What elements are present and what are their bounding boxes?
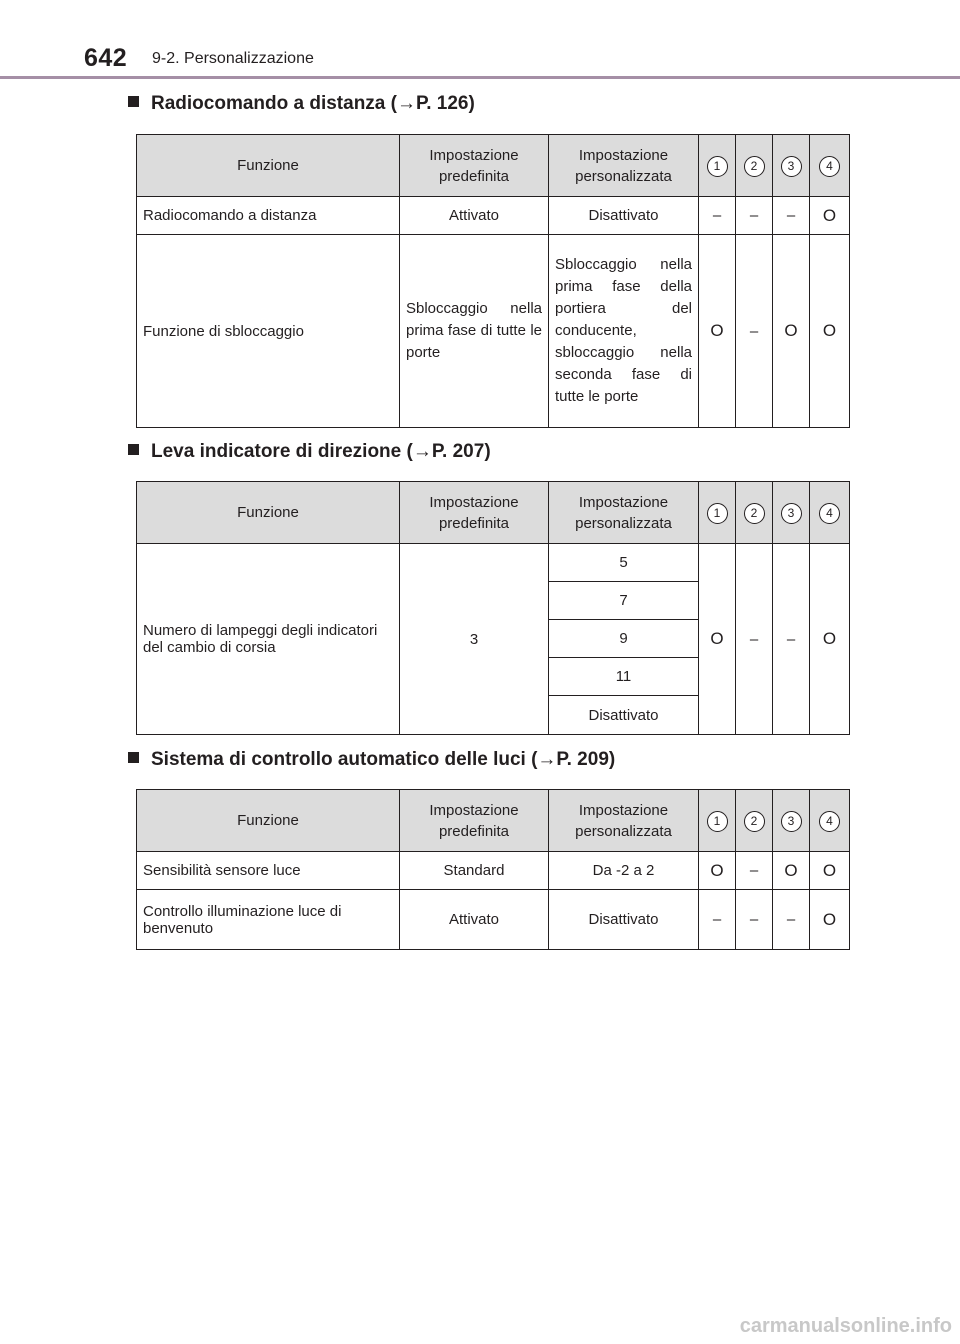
cell-mark-1: – (699, 890, 736, 950)
circled-number-4: 4 (819, 811, 840, 832)
cell-mark-2: – (736, 890, 773, 950)
table-header-row (137, 790, 850, 852)
col-header-custom: Impostazione personalizzata (549, 135, 699, 197)
section-title-leva (128, 441, 491, 463)
cell-mark-3: – (773, 544, 810, 735)
cell-default: Standard (400, 852, 549, 890)
col-header-4 (810, 135, 850, 197)
cell-funzione: Radiocomando a distanza (137, 197, 400, 235)
col-header-custom: Impostazione personalizzata (549, 790, 699, 852)
chapter-title: 9-2. Personalizzazione (152, 50, 314, 67)
watermark: carmanualsonline.info (739, 1315, 952, 1337)
cell-mark-2: – (736, 235, 773, 428)
table-row (137, 235, 850, 428)
section-title-radiocomando (128, 93, 475, 115)
section-title-text: Leva indicatore di direzione (→P. 207) (151, 441, 491, 462)
cell-funzione: Funzione di sbloccaggio (137, 235, 400, 428)
cell-mark-1: – (699, 197, 736, 235)
circled-number-4: 4 (819, 156, 840, 177)
cell-custom: Disattivato (549, 197, 699, 235)
circled-number-1: 1 (707, 811, 728, 832)
circled-number-2: 2 (744, 503, 765, 524)
cell-funzione: Numero di lampeggi degli indicatori del cambio di corsia (137, 544, 400, 735)
square-bullet-icon (128, 752, 139, 763)
square-bullet-icon (128, 444, 139, 455)
table-controllo-luci (136, 789, 850, 950)
circled-number-3: 3 (781, 503, 802, 524)
cell-mark-3: – (773, 197, 810, 235)
cell-default: 3 (400, 544, 549, 735)
col-header-default: Impostazione predefinita (400, 482, 549, 544)
col-header-2 (736, 135, 773, 197)
circled-number-1: 1 (707, 156, 728, 177)
cell-mark-2: – (736, 197, 773, 235)
cell-custom: Disattivato (549, 890, 699, 950)
cell-mark-3: O (773, 235, 810, 428)
section-title-luci (128, 749, 615, 771)
circled-number-3: 3 (781, 156, 802, 177)
col-header-4 (810, 790, 850, 852)
circled-number-2: 2 (744, 811, 765, 832)
cell-mark-3: O (773, 852, 810, 890)
section-title-text: Radiocomando a distanza (→P. 126) (151, 93, 475, 114)
cell-mark-4: O (810, 197, 850, 235)
cell-default: Sbloccaggio nella prima fase di tutte le porte (400, 235, 549, 428)
circled-number-3: 3 (781, 811, 802, 832)
cell-mark-1: O (699, 852, 736, 890)
col-header-3 (773, 790, 810, 852)
section-title-text: Sistema di controllo automatico delle luci (→P. 209) (151, 749, 616, 770)
page-number: 642 (84, 44, 128, 72)
cell-mark-1: O (699, 235, 736, 428)
col-header-3 (773, 482, 810, 544)
table-header-row (137, 482, 850, 544)
cell-mark-4: O (810, 852, 850, 890)
table-row (137, 852, 850, 890)
cell-mark-3: – (773, 890, 810, 950)
col-header-default: Impostazione predefinita (400, 790, 549, 852)
cell-mark-1: O (699, 544, 736, 735)
cell-default: Attivato (400, 197, 549, 235)
header-divider (0, 76, 960, 79)
col-header-funzione: Funzione (137, 790, 400, 852)
table-row (137, 544, 850, 582)
col-header-custom: Impostazione personalizzata (549, 482, 699, 544)
circled-number-2: 2 (744, 156, 765, 177)
cell-funzione: Sensibilità sensore luce (137, 852, 400, 890)
cell-mark-4: O (810, 235, 850, 428)
cell-option: 11 (549, 658, 699, 696)
cell-funzione: Controllo illuminazione luce di benvenuto (137, 890, 400, 950)
table-row (137, 890, 850, 950)
col-header-2 (736, 790, 773, 852)
col-header-1 (699, 482, 736, 544)
cell-mark-4: O (810, 890, 850, 950)
cell-mark-2: – (736, 544, 773, 735)
cell-mark-4: O (810, 544, 850, 735)
cell-option: 7 (549, 582, 699, 620)
cell-option: Disattivato (549, 696, 699, 735)
page-header (0, 0, 960, 80)
circled-number-1: 1 (707, 503, 728, 524)
col-header-1 (699, 790, 736, 852)
col-header-3 (773, 135, 810, 197)
cell-option: 5 (549, 544, 699, 582)
col-header-funzione: Funzione (137, 135, 400, 197)
circled-number-4: 4 (819, 503, 840, 524)
table-header-row (137, 135, 850, 197)
cell-default: Attivato (400, 890, 549, 950)
table-radiocomando (136, 134, 850, 428)
col-header-1 (699, 135, 736, 197)
cell-option: 9 (549, 620, 699, 658)
cell-custom: Da -2 a 2 (549, 852, 699, 890)
col-header-funzione: Funzione (137, 482, 400, 544)
cell-mark-2: – (736, 852, 773, 890)
square-bullet-icon (128, 96, 139, 107)
table-leva-indicatore (136, 481, 850, 735)
cell-custom: Sbloccaggio nella prima fase della portiera del conducente, sbloccaggio nella seconda fase di tutte le porte (549, 235, 699, 428)
col-header-2 (736, 482, 773, 544)
col-header-default: Impostazione predefinita (400, 135, 549, 197)
table-row (137, 197, 850, 235)
col-header-4 (810, 482, 850, 544)
